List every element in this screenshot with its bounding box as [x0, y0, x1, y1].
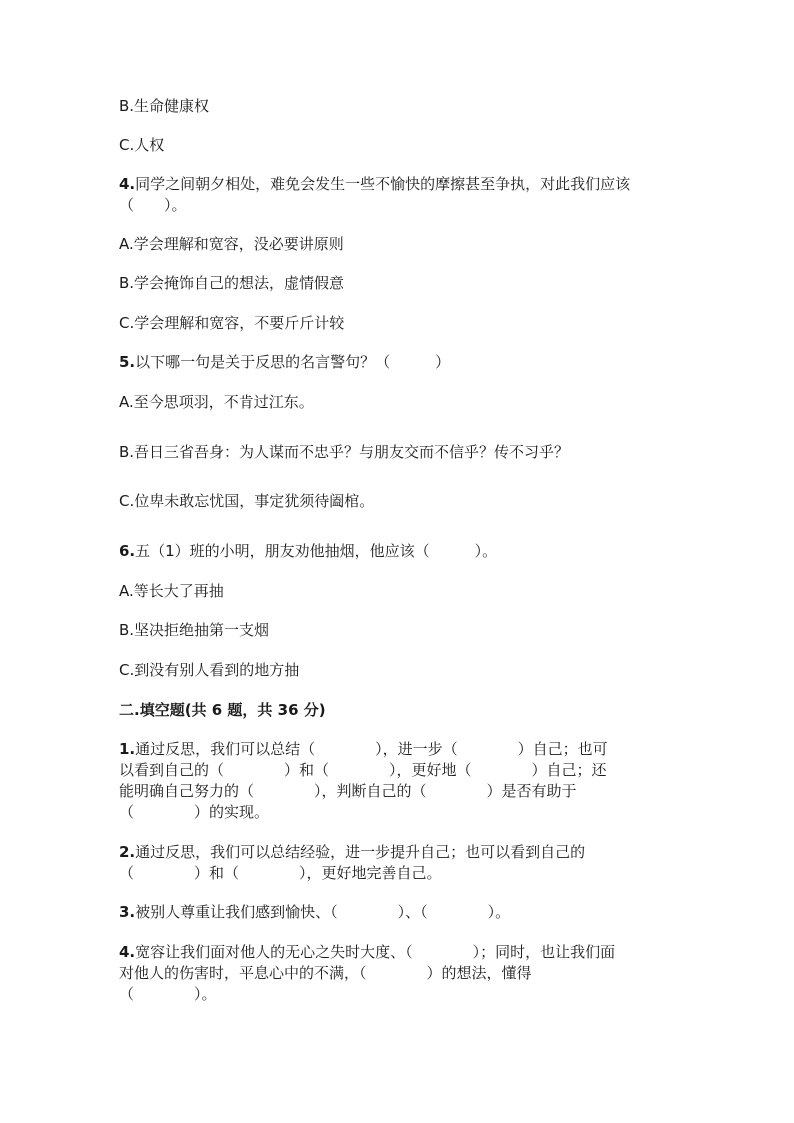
q6-option-a: A.等长大了再抽: [119, 582, 224, 600]
fill1-line4: （ ）的实现。: [119, 803, 270, 821]
fill1-number: 1.: [119, 740, 136, 758]
fill1-text1: 通过反思，我们可以总结（ ），进一步（ ）自己；也可: [135, 740, 608, 758]
q4-question-line2: （ ）。: [119, 196, 187, 214]
q4-option-c: C.学会理解和宽容，不要斤斤计较: [119, 314, 345, 332]
fill4-number: 4.: [119, 943, 136, 961]
fill3-line: [119, 902, 679, 923]
q5-option-a: A.至今思项羽，不肯过江东。: [119, 393, 314, 411]
fill3-text: 被别人尊重让我们感到愉快、（ ）、（ ）。: [135, 903, 511, 921]
fill1-line3: 能明确自己努力的（ ），判断自己的（ ）是否有助于: [119, 782, 577, 800]
q3-option-c: C.人权: [119, 136, 165, 154]
q5-question: [119, 352, 679, 373]
q6-text: 五（1）班的小明，朋友劝他抽烟，他应该（ ）。: [135, 542, 498, 560]
q6-question: [119, 541, 679, 562]
fill4-line2: 对他人的伤害时，平息心中的不满，（ ）的想法，懂得: [119, 964, 532, 982]
q6-option-c: C.到没有别人看到的地方抽: [119, 661, 300, 679]
q5-option-b: B.吾日三省吾身：为人谋而不忠乎？与朋友交而不信乎？传不习乎？: [119, 443, 570, 461]
fill3-number: 3.: [119, 903, 136, 921]
fill2-line1: [119, 842, 679, 863]
q5-option-c: C.位卑未敢忘忧国，事定犹须待阖棺。: [119, 492, 375, 510]
fill2-line2: （ ）和（ ），更好地完善自己。: [119, 864, 442, 882]
q4-option-a: A.学会理解和宽容，没必要讲原则: [119, 235, 344, 253]
q4-option-b: B.学会掩饰自己的想法，虚情假意: [119, 274, 345, 292]
section-heading-fill-in: 二.填空题(共 6 题，共 36 分): [119, 701, 326, 719]
q6-number: 6.: [119, 542, 136, 560]
q4-text: 同学之间朝夕相处，难免会发生一些不愉快的摩擦甚至争执，对此我们应该: [135, 175, 631, 193]
fill4-line3: （ ）。: [119, 985, 217, 1003]
q3-option-b: B.生命健康权: [119, 97, 210, 115]
q5-text: 以下哪一句是关于反思的名言警句？（ ）: [135, 353, 451, 371]
fill2-number: 2.: [119, 843, 136, 861]
fill1-line1: [119, 739, 679, 760]
fill4-line1: [119, 942, 679, 963]
q5-number: 5.: [119, 353, 136, 371]
q4-question-line1: [119, 174, 679, 195]
fill2-text1: 通过反思，我们可以总结经验，进一步提升自己；也可以看到自己的: [135, 843, 586, 861]
q6-option-b: B.坚决拒绝抽第一支烟: [119, 621, 270, 639]
fill4-text1: 宽容让我们面对他人的无心之失时大度、（ ）；同时，也让我们面: [135, 943, 616, 961]
fill1-line2: 以看到自己的（ ）和（ ），更好地（ ）自己；还: [119, 761, 607, 779]
q4-number: 4.: [119, 175, 136, 193]
